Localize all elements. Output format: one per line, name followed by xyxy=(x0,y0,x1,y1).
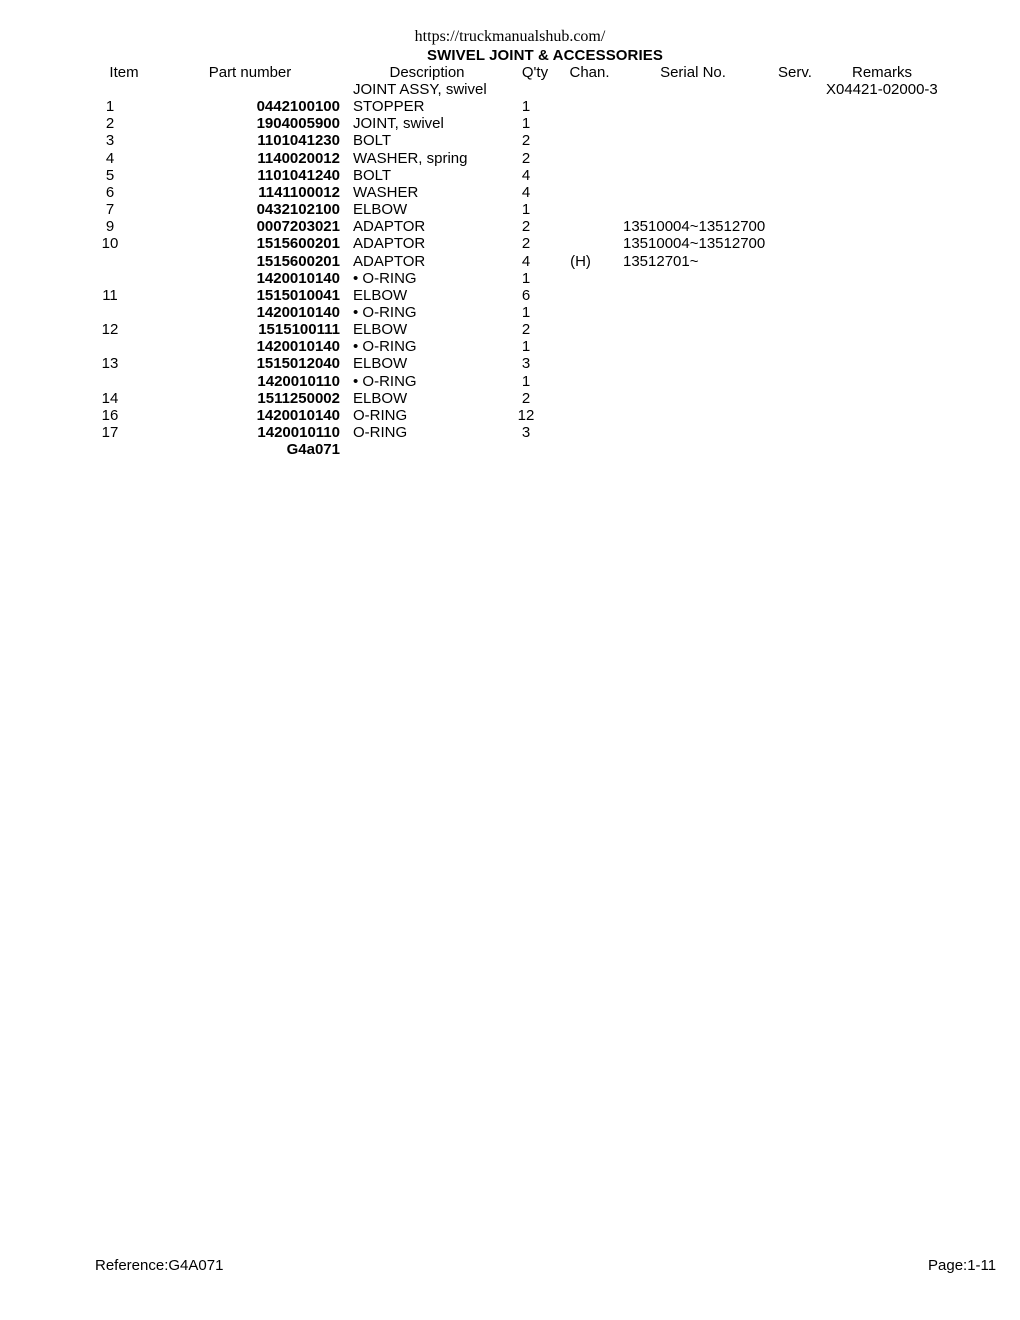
cell-item: 14 xyxy=(101,389,119,407)
cell-description: O-RING xyxy=(353,424,408,441)
table-row xyxy=(0,355,1020,372)
cell-part-number: 0432102100 xyxy=(256,201,340,219)
cell-item: 4 xyxy=(105,149,115,167)
cell-quantity: 1 xyxy=(521,115,531,133)
cell-part-number: 1141100012 xyxy=(258,183,340,201)
cell-item: 5 xyxy=(105,166,115,184)
column-header-remarks: Remarks xyxy=(851,64,912,81)
cell-part-number: 0007203021 xyxy=(256,218,340,236)
column-header-quantity: Q'ty xyxy=(521,64,549,81)
cell-item: 17 xyxy=(101,424,119,441)
cell-change: (H) xyxy=(570,252,591,270)
cell-quantity: 2 xyxy=(521,389,531,407)
table-row xyxy=(0,253,1020,270)
cell-part-number: 1515600201 xyxy=(256,252,340,270)
cell-item: 9 xyxy=(105,218,115,236)
cell-quantity: 3 xyxy=(521,355,531,373)
cell-quantity: 1 xyxy=(521,269,531,287)
cell-quantity: 1 xyxy=(521,98,531,116)
cell-description: O-RING xyxy=(353,406,408,424)
table-row xyxy=(0,150,1020,167)
table-row xyxy=(0,441,1020,458)
cell-quantity: 1 xyxy=(521,372,531,390)
cell-description: WASHER xyxy=(353,183,419,201)
table-row xyxy=(0,424,1020,441)
cell-description: BOLT xyxy=(353,132,392,150)
cell-part-number: 1420010140 xyxy=(256,303,340,321)
cell-part-number: 1515010041 xyxy=(256,286,340,304)
table-row xyxy=(0,390,1020,407)
cell-item: 16 xyxy=(101,406,119,424)
cell-part-number: 1420010110 xyxy=(257,372,340,390)
cell-part-number: 1420010140 xyxy=(256,338,340,356)
cell-part-number: 1420010140 xyxy=(256,406,340,424)
cell-part-number: G4a071 xyxy=(286,441,340,459)
cell-description: ELBOW xyxy=(353,321,408,339)
cell-description: • O-RING xyxy=(353,338,417,356)
table-row xyxy=(0,132,1020,149)
table-row xyxy=(0,321,1020,338)
column-header-service: Serv. xyxy=(778,64,812,81)
column-header-description: Description xyxy=(389,64,465,81)
table-row xyxy=(0,184,1020,201)
cell-item: 1 xyxy=(105,98,115,116)
cell-quantity: 1 xyxy=(521,201,531,219)
table-row xyxy=(0,270,1020,287)
cell-part-number: 0442100100 xyxy=(256,98,340,116)
column-header-serial-number: Serial No. xyxy=(660,64,726,81)
cell-description: ELBOW xyxy=(353,201,408,219)
cell-part-number: 1904005900 xyxy=(256,115,340,133)
cell-remarks: X04421-02000-3 xyxy=(826,81,938,98)
cell-quantity: 2 xyxy=(521,149,531,167)
cell-quantity: 2 xyxy=(521,218,531,236)
cell-description: • O-RING xyxy=(353,372,417,390)
table-row xyxy=(0,201,1020,218)
table-row xyxy=(0,407,1020,424)
cell-description: ELBOW xyxy=(353,355,408,373)
table-header xyxy=(0,64,1020,81)
cell-quantity: 2 xyxy=(521,132,531,150)
cell-description: JOINT ASSY, swivel xyxy=(353,81,487,98)
table-row xyxy=(0,287,1020,304)
cell-part-number: 1101041240 xyxy=(257,166,340,184)
cell-description: ELBOW xyxy=(353,286,408,304)
cell-description: ELBOW xyxy=(353,389,408,407)
cell-part-number: 1515100111 xyxy=(258,321,340,339)
table-row xyxy=(0,81,1020,98)
footer-reference: Reference:G4A071 xyxy=(95,1257,224,1274)
table-row xyxy=(0,235,1020,252)
cell-description: • O-RING xyxy=(353,303,417,321)
cell-item: 3 xyxy=(105,132,115,150)
cell-item: 12 xyxy=(101,321,119,339)
cell-quantity: 4 xyxy=(521,183,531,201)
cell-description: WASHER, spring xyxy=(353,149,468,167)
table-row xyxy=(0,373,1020,390)
cell-item: 6 xyxy=(105,183,115,201)
cell-description: ADAPTOR xyxy=(353,252,426,270)
cell-quantity: 4 xyxy=(521,166,531,184)
cell-quantity: 6 xyxy=(521,286,531,304)
cell-quantity: 2 xyxy=(521,235,531,253)
source-url: https://truckmanualshub.com/ xyxy=(414,28,606,45)
cell-description: • O-RING xyxy=(353,269,417,287)
cell-serial-number: 13510004~13512700 xyxy=(623,235,766,253)
table-row xyxy=(0,167,1020,184)
cell-quantity: 2 xyxy=(521,321,531,339)
table-row xyxy=(0,98,1020,115)
cell-item: 2 xyxy=(105,115,115,133)
cell-quantity: 3 xyxy=(521,424,531,441)
cell-item: 10 xyxy=(101,235,119,253)
column-header-change: Chan. xyxy=(569,64,610,81)
cell-description: JOINT, swivel xyxy=(353,115,444,133)
cell-part-number: 1420010140 xyxy=(256,269,340,287)
cell-item: 7 xyxy=(105,201,115,219)
cell-part-number: 1515012040 xyxy=(256,355,340,373)
cell-part-number: 1420010110 xyxy=(257,424,340,441)
cell-part-number: 1511250002 xyxy=(257,389,340,407)
cell-quantity: 4 xyxy=(521,252,531,270)
column-header-part-number: Part number xyxy=(208,64,292,81)
cell-description: STOPPER xyxy=(353,98,425,116)
cell-description: ADAPTOR xyxy=(353,235,426,253)
table-row xyxy=(0,338,1020,355)
table-row xyxy=(0,304,1020,321)
footer-page-number: Page:1-11 xyxy=(928,1257,997,1274)
cell-quantity: 12 xyxy=(517,406,535,424)
cell-description: ADAPTOR xyxy=(353,218,426,236)
cell-part-number: 1140020012 xyxy=(257,149,340,167)
table-row xyxy=(0,218,1020,235)
cell-serial-number: 13510004~13512700 xyxy=(623,218,766,236)
page-title: SWIVEL JOINT & ACCESSORIES xyxy=(427,47,663,64)
cell-quantity: 1 xyxy=(521,338,531,356)
cell-part-number: 1515600201 xyxy=(256,235,340,253)
cell-item: 13 xyxy=(101,355,119,373)
cell-item: 11 xyxy=(102,286,118,304)
cell-quantity: 1 xyxy=(521,303,531,321)
cell-part-number: 1101041230 xyxy=(257,132,340,150)
column-header-item: Item xyxy=(109,64,139,81)
table-row xyxy=(0,115,1020,132)
cell-description: BOLT xyxy=(353,166,392,184)
cell-serial-number: 13512701~ xyxy=(623,252,699,270)
